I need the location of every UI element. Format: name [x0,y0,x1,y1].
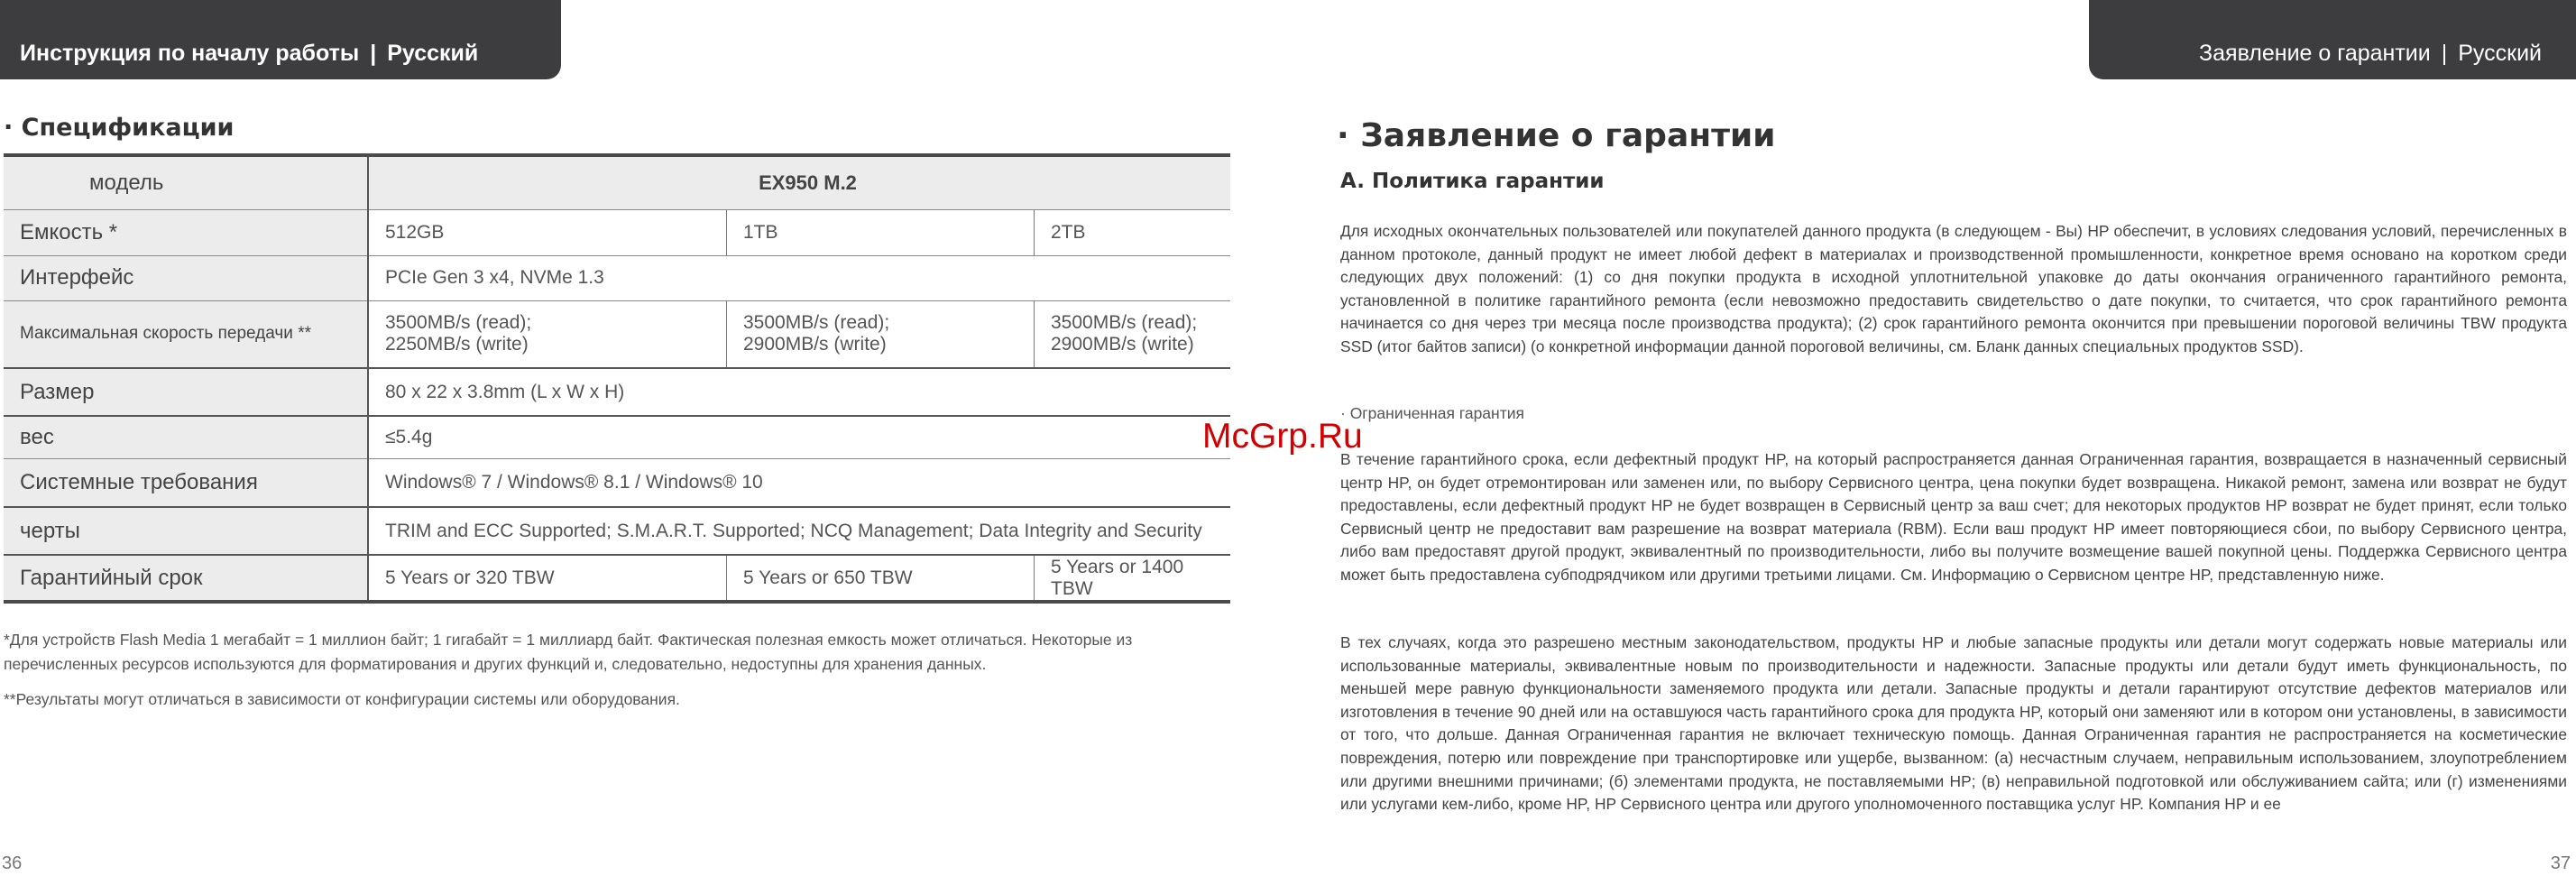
speed-2tb [1035,300,1231,368]
capacity-footnote [4,628,1232,677]
warranty-paragraph-1: Для исходных окончательных пользователей или покупателей данного продукта (в следующем - Вы) HP обеспечит, в условиях следования условий, перечисленных в данном протоколе, данный продукт не имеет любой дефект в материалах и производственной промышленности, конкретное время основано на коротком среди следующих двух положений: (1) со дня покупки продукта в исходной уплотнительной упаковке до даты окончания ограниченного гарантийного ремонта, установленной в политике гарантийного ремонта (если невозможно предоставить свидетельство о дате покупки, то считается, что срок гарантийного ремонта начинается со дня через три месяца после производства продукта); (2) срок гарантийного ремонта окончится при превышении пороговой величины TBW продукта SSD (итог байтов записи) (о конкретной информации данной пороговой величины, см. Бланк данных специальных продуктов SSD). [1340,222,2567,355]
header-right-lang: Русский [2458,41,2542,66]
capacity-footnote-line2: перечисленных ресурсов используются для форматирования и других функций и, следовательно, недоступны для хранения данных. [4,655,987,673]
speed-2tb-read: 3500MB/s (read); [1051,312,1198,334]
capacity-2tb: 2TB [1035,209,1231,255]
warranty-1tb: 5 Years or 650 TBW [727,555,1035,602]
header-right-title: Заявление о гарантии [2199,41,2431,66]
header-left-tab [0,0,561,79]
speed-512gb [368,300,727,368]
limited-warranty-label: · Ограниченная гарантия [1340,404,1524,422]
speed-512gb-read: 3500MB/s (read); [385,312,532,334]
warranty-2tb: 5 Years or 1400 TBW [1035,555,1231,602]
size-value: 80 x 22 x 3.8mm (L x W x H) [368,368,1230,416]
features-label: черты [4,507,368,555]
speed-1tb-write: 2900MB/s (write) [743,334,887,355]
header-separator: | [2441,41,2448,66]
features-value: TRIM and ECC Supported; S.M.A.R.T. Supported; NCQ Management; Data Integrity and Security [368,507,1230,555]
speed-2tb-write: 2900MB/s (write) [1051,334,1194,355]
speed-512gb-write: 2250MB/s (write) [385,334,529,355]
model-label: модель [4,155,368,209]
capacity-1tb: 1TB [727,209,1035,255]
speed-label: Максимальная скорость передачи ** [4,300,368,368]
warranty-paragraph-3: В тех случаях, когда это разрешено местным законодательством, продукты HP и любые запасные продукты или детали могут содержать новые материалы или использованные материалы, эквивалентные новым по производительности и надежности. Запасные продукты или детали будут иметь функциональность, по меньшей мере равную функциональности заменяемого продукта или детали. Запасные продукты и детали гарантируют отсутствие дефектов материалов или изготовления в течение 90 дней или на оставшуюся часть гарантийного срока для продукта HP, который они заменяют или в котором они установлены, в зависимости от того, что дольше. Данная Ограниченная гарантия не включает техническую помощь. Данная Ограниченная гарантия не распространяется на косметические повреждения, потерю или повреждение при транспортировке или ущербе, вызванном: (а) несчастным случаем, неправильным использованием, злоупотреблением или другими внешними причинами; (б) элементами продукта, не поставляемыми HP; (в) неправильной подготовкой или обслуживанием сайта; или (г) изменениями или услугами кем-либо, кроме HP, HP Сервисного центра или другого уполномоченного поставщика услуг HP. Компания HP и ее [1340,633,2567,814]
header-right-tab [2089,0,2576,79]
warranty-512gb: 5 Years or 320 TBW [368,555,727,602]
header-left-title: Инструкция по началу работы [20,41,360,66]
warranty-policy-subtitle: A. Политика гарантии [1340,170,1605,193]
warranty-statement-title: · Заявление о гарантии [1337,117,1776,154]
size-label: Размер [4,368,368,416]
model-value: EX950 M.2 [368,155,1230,209]
interface-label: Интерфейс [4,255,368,300]
capacity-512gb: 512GB [368,209,727,255]
speed-footnote: **Результаты могут отличаться в зависимости от конфигурации системы или оборудования. [4,690,680,708]
capacity-footnote-line1: *Для устройств Flash Media 1 мегабайт = 1 миллион байт; 1 гигабайт = 1 миллиард байт. Фактическая полезная емкость может отличаться. Некоторые из [4,631,1133,649]
weight-value: ≤5.4g [368,416,1230,458]
warranty-paragraph-2: В течение гарантийного срока, если дефектный продукт HP, на который распространяется данная Ограниченная гарантия, возвращается в назначенный сервисный центр HP, он будет отремонтирован или заменен или, по выбору Сервисного центра, цена покупки будет возвращена. Никакой ремонт, замена или возврат не будут предоставлены, если дефектный продукт HP не будет возвращен в Сервисный центр за ваш счет; для некоторых продуктов HP возврат не будет принят, если только Сервисный центр не предоставит вам разрешение на возврат материала (RBM). Если ваш продукт HP имеет повторяющиеся сбои, по выбору Сервисного центра, либо вам предоставят другой продукт, эквивалентный по производительности, либо вы получите возмещение вашей покупной цены. Поддержка Сервисного центра может быть предоставлена субподрядчиком или другими третьими лицами. См. Информацию о Сервисном центре HP, представленную ниже. [1340,450,2567,584]
warranty-label: Гарантийный срок [4,555,368,602]
system-requirements-label: Системные требования [4,458,368,507]
specifications-title: · Спецификации [4,114,235,142]
speed-1tb-read: 3500MB/s (read); [743,312,890,334]
weight-label: вес [4,416,368,458]
interface-value: PCIe Gen 3 x4, NVMe 1.3 [368,255,1230,300]
header-left-lang: Русский [387,41,479,66]
watermark: McGrp.Ru [1202,417,1363,456]
system-requirements-value: Windows® 7 / Windows® 8.1 / Windows® 10 [368,458,1230,507]
capacity-label: Емкость * [4,209,368,255]
specifications-table [4,153,1230,604]
page-number-right: 37 [2550,853,2571,873]
header-separator: | [370,41,377,66]
speed-1tb [727,300,1035,368]
page-number-left: 36 [2,853,23,873]
